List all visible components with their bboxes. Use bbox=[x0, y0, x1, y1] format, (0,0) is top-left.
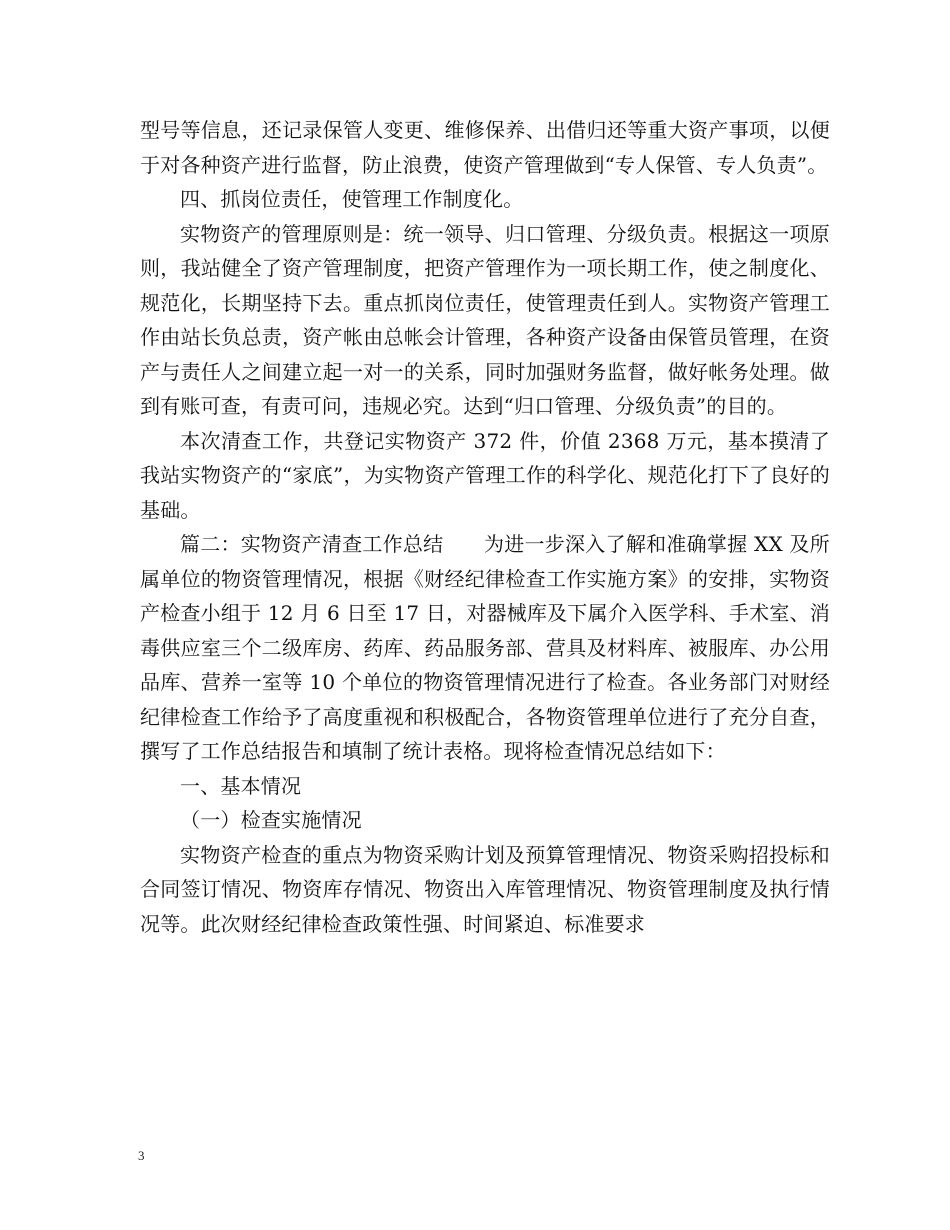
paragraph-asset-records: 型号等信息，还记录保管人变更、维修保养、出借归还等重大资产事项，以便于对各种资产进行监督，防止浪费，使资产管理做到“专人保管、专人负责”。 bbox=[140, 118, 830, 177]
document-body bbox=[140, 113, 830, 941]
paragraph-inspection-focus: 实物资产检查的重点为物资采购计划及预算管理情况、物资采购招投标和合同签订情况、物资库存情况、物资出入库管理情况、物资管理制度及执行情况等。此次财经纪律检查政策性强、时间紧迫、标准要求 bbox=[140, 842, 830, 936]
paragraph-inventory-result: 本次清查工作，共登记实物资产 372 件，价值 2368 万元，基本摸清了我站实物资产的“家底”，为实物资产管理工作的科学化、规范化打下了良好的基础。 bbox=[140, 428, 830, 522]
paragraph-part-two-intro: 篇二：实物资产清查工作总结 为进一步深入了解和准确掌握 XX 及所属单位的物资管理情况，根据《财经纪律检查工作实施方案》的安排，实物资产检查小组于 12 月 6 日至 17 日，对器械库及下属介入医学科、手术室、消毒供应室三个二级库房、药库、药品服务部、营具及材料库、被服库、办公用品库、营养一室等 10 个单位的物资管理情况进行了检查。各业务部门对财经纪律检查工作给予了高度重视和积极配合，各物资管理单位进行了充分自查，撰写了工作总结报告和填制了统计表格。现将检查情况总结如下： bbox=[140, 532, 830, 763]
paragraph-management-principles: 实物资产的管理原则是：统一领导、归口管理、分级负责。根据这一项原则，我站健全了资产管理制度，把资产管理作为一项长期工作，使之制度化、规范化，长期坚持下去。重点抓岗位责任，使管理责任到人。实物资产管理工作由站长负总责，资产帐由总帐会计管理，各种资产设备由保管员管理，在资产与责任人之间建立起一对一的关系，同时加强财务监督，做好帐务处理。做到有账可查，有责可问，违规必究。达到“归口管理、分级负责”的目的。 bbox=[140, 221, 830, 418]
heading-basic-situation: 一、基本情况 bbox=[180, 773, 302, 798]
page-number: 3 bbox=[138, 1148, 145, 1163]
heading-inspection-implementation: （一）检查实施情况 bbox=[180, 808, 362, 832]
heading-section-four: 四、抓岗位责任，使管理工作制度化。 bbox=[180, 187, 524, 211]
